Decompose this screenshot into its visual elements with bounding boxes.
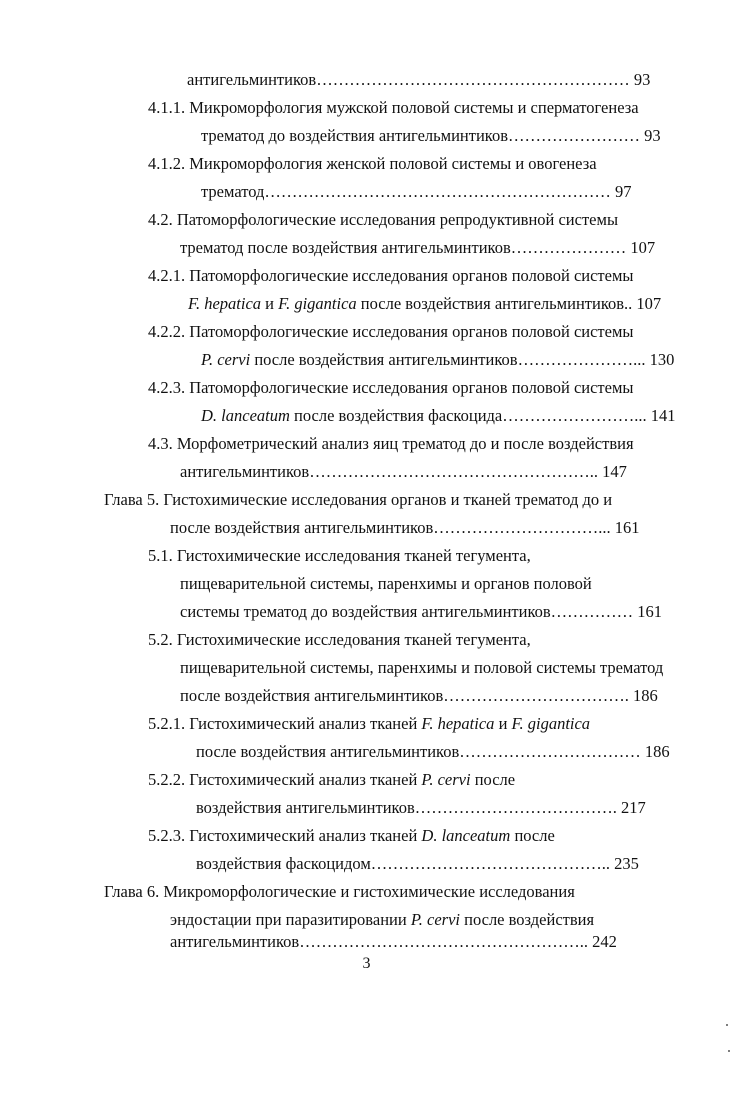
species-name: D. lanceatum xyxy=(421,826,511,845)
toc-text: эндостации при паразитировании xyxy=(170,910,411,929)
toc-text: после воздействия xyxy=(460,910,595,929)
species-name: F. hepatica xyxy=(421,714,495,733)
toc-text: после воздействия фаскоцида……………………... 141 xyxy=(289,406,676,425)
toc-text: 5.2.1. Гистохимический анализ тканей xyxy=(148,714,422,733)
toc-text: 5.2.3. Гистохимический анализ тканей xyxy=(148,826,422,845)
toc-text: после воздействия антигельминтиков.. 107 xyxy=(356,294,662,313)
scan-speck xyxy=(728,1050,730,1052)
toc-line: пищеварительной системы, паренхимы и органов половой xyxy=(180,574,592,593)
toc-line: системы трематод до воздействия антигельминтиков…………… 161 xyxy=(180,602,663,621)
toc-line: воздействия фаскоцидом…………………………………….. 235 xyxy=(196,854,639,873)
toc-line: 4.2.3. Патоморфологические исследования органов половой системы xyxy=(148,378,634,397)
toc-line: Глава 5. Гистохимические исследования органов и тканей трематод до и xyxy=(104,490,613,509)
toc-line xyxy=(201,406,676,426)
toc-line: 4.1.2. Микроморфология женской половой системы и овогенеза xyxy=(148,154,597,173)
species-name: P. cervi xyxy=(201,350,251,369)
toc-line: после воздействия антигельминтиков…………………………… 186 xyxy=(196,742,670,761)
page-number: 3 xyxy=(362,955,371,972)
toc-line: после воздействия антигельминтиков……………………………. 186 xyxy=(180,686,658,705)
toc-line: Глава 6. Микроморфологические и гистохимические исследования xyxy=(104,882,575,901)
toc-text: после xyxy=(470,770,516,789)
toc-line: трематод……………………………………………………… 97 xyxy=(201,182,632,201)
toc-line: 4.2. Патоморфологические исследования репродуктивной системы xyxy=(148,210,619,229)
toc-line: 4.2.1. Патоморфологические исследования органов половой системы xyxy=(148,266,634,285)
toc-line: 4.3. Морфометрический анализ яиц трематод до и после воздействия xyxy=(148,434,634,453)
toc-text: после воздействия антигельминтиков…………………... 130 xyxy=(250,350,675,369)
toc-line: 4.1.1. Микроморфология мужской половой системы и сперматогенеза xyxy=(148,98,639,117)
toc-text: 5.2.2. Гистохимический анализ тканей xyxy=(148,770,422,789)
toc-line xyxy=(201,350,674,370)
scan-speck xyxy=(726,1024,728,1026)
species-name: P. cervi xyxy=(410,910,460,929)
species-name: F. hepatica xyxy=(188,294,262,313)
species-name: F. gigantica xyxy=(511,714,591,733)
toc-line: антигельминтиков………………………………………………… 93 xyxy=(187,70,651,89)
toc-line: 5.2. Гистохимические исследования тканей тегумента, xyxy=(148,630,531,649)
toc-line: 4.2.2. Патоморфологические исследования органов половой системы xyxy=(148,322,634,341)
toc-line xyxy=(170,910,594,930)
toc-line: трематод после воздействия антигельминтиков………………… 107 xyxy=(180,238,656,257)
toc-text: после xyxy=(510,826,555,845)
toc-line: антигельминтиков…………………………………………….. 242 xyxy=(170,932,617,951)
toc-line: антигельминтиков…………………………………………….. 147 xyxy=(180,462,627,481)
species-name: P. cervi xyxy=(421,770,471,789)
species-name: F. gigantica xyxy=(278,294,357,313)
species-name: D. lanceatum xyxy=(201,406,290,425)
toc-line xyxy=(148,770,515,790)
toc-text: и xyxy=(261,294,279,313)
toc-line: после воздействия антигельминтиков…………………………... 161 xyxy=(170,518,640,537)
toc-line xyxy=(148,714,590,734)
toc-line xyxy=(148,826,555,846)
toc-text: и xyxy=(494,714,512,733)
toc-line: воздействия антигельминтиков………………………………. 217 xyxy=(196,798,646,817)
toc-line xyxy=(188,294,661,314)
toc-line: трематод до воздействия антигельминтиков…………………… 93 xyxy=(201,126,661,145)
toc-line: 5.1. Гистохимические исследования тканей тегумента, xyxy=(148,546,531,565)
toc-line: пищеварительной системы, паренхимы и половой системы трематод xyxy=(180,658,664,677)
